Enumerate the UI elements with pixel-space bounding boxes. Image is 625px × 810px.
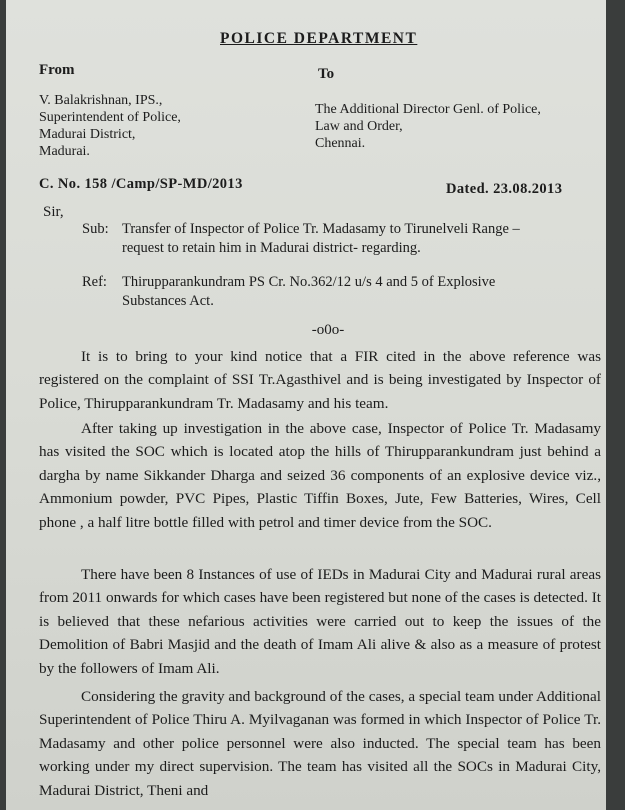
paragraph-3: There have been 8 Instances of use of IEDs in Madurai City and Madurai rural areas from 2011 onwards for which cases have been registered but none of the cases is detected. It is believed that these nefarious activities were carried out to keep the issues of the Demolition of Babri Masjid and the death of Imam Ali alive & also as a measure of protest by the followers of Imam Ali.: [39, 566, 601, 677]
subject-label: Sub:: [82, 221, 109, 237]
page-title: POLICE DEPARTMENT: [220, 30, 418, 47]
from-label: From: [39, 62, 75, 78]
recipient-address: The Additional Director Genl. of Police, Law and Order, Chennai.: [315, 102, 541, 151]
letter-date: Dated. 23.08.2013: [446, 181, 563, 197]
paragraph-2: After taking up investigation in the above case, Inspector of Police Tr. Madasamy has visited the SOC which is located atop the hills of Thirupparankundram just behind a dargha by name Sikkander Dharga and seized 36 components of an explosive device viz., Ammonium powder, PVC Pipes, Plastic Tiffin Boxes, Jute, Few Batteries, Wires, Cell phone , a half litre bottle filled with petrol and timer device from the SOC.: [39, 420, 601, 531]
ref-label: Ref:: [82, 274, 107, 290]
separator: -o0o-: [311, 322, 345, 338]
to-label: To: [318, 66, 335, 82]
letter-page: [6, 0, 606, 810]
paragraph-1: It is to bring to your kind notice that a FIR cited in the above reference was registered on the complaint of SSI Tr.Agasthivel and is being investigated by Inspector of Police, Thirupparankundram Tr. Madasamy and his team.: [39, 348, 601, 412]
reference-number: C. No. 158 /Camp/SP-MD/2013: [39, 176, 243, 192]
paragraph-4: Considering the gravity and background of the cases, a special team under Additional Superintendent of Police Thiru A. Myilvaganan was formed in which Inspector of Police Tr. Madasamy and other police personnel were also inducted. The special team has been working under my direct supervision. The team has visited all the SOCs in Madurai City, Madurai District, Theni and: [39, 688, 601, 799]
sender-address: V. Balakrishnan, IPS., Superintendent of Police, Madurai District, Madurai.: [39, 93, 181, 159]
subject-text: Transfer of Inspector of Police Tr. Madasamy to Tirunelveli Range – request to retain him in Madurai district- regarding.: [122, 221, 520, 256]
ref-text: Thirupparankundram PS Cr. No.362/12 u/s 4 and 5 of Explosive Substances Act.: [122, 274, 496, 309]
salutation: Sir,: [43, 204, 64, 220]
